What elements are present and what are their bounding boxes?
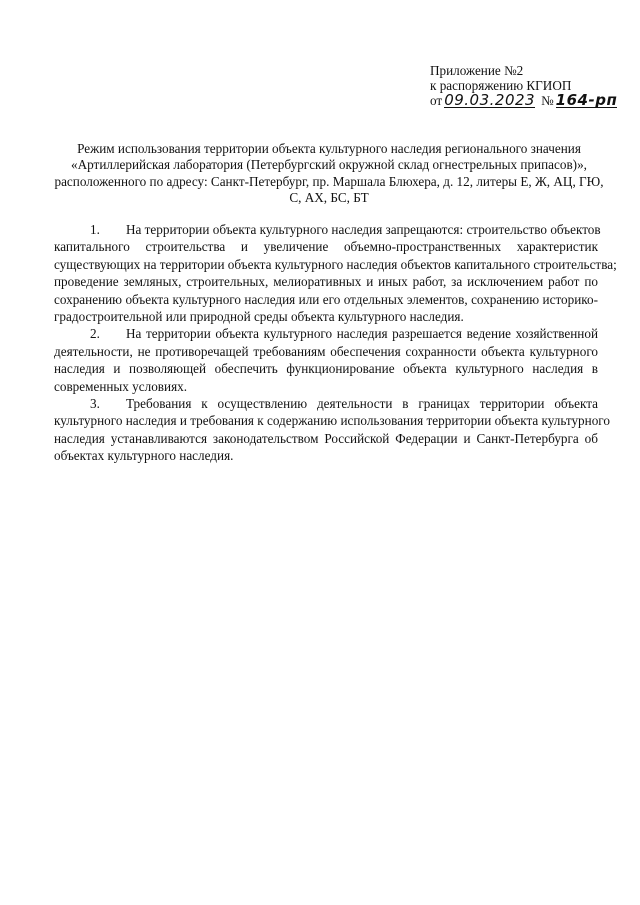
document-body xyxy=(54,221,617,464)
paragraph-line: наследия и позволяющей обеспечить функционирование объекта культурного наследия в xyxy=(54,361,598,377)
paragraph-line: капитального строительства и увеличение объемно-пространственных характеристик xyxy=(54,239,598,255)
paragraph-line: наследия устанавливаются законодательством Российской Федерации и Санкт-Петербурга об xyxy=(54,430,598,446)
appendix-header xyxy=(430,63,630,108)
paragraph-line: объектах культурного наследия. xyxy=(54,448,234,464)
title-line: С, АХ, БС, БТ xyxy=(289,189,369,205)
appendix-date-number-line xyxy=(430,93,630,108)
handwritten-number: 164-рп xyxy=(555,91,618,109)
paragraph-line: современных условиях. xyxy=(54,378,188,394)
document-title xyxy=(54,141,604,206)
from-prefix: от xyxy=(430,93,443,108)
title-line: Режим использования территории объекта культурного наследия регионального значения xyxy=(77,141,581,156)
appendix-label: Приложение №2 xyxy=(430,63,524,78)
title-line: «Артиллерийская лаборатория (Петербургский окружной склад огнестрельных припасов)», xyxy=(71,157,587,173)
paragraph-line: деятельности, не противоречащей требованиям обеспечения сохранности объекта культурного xyxy=(54,343,598,359)
paragraph-line: 1. На территории объекта культурного наследия запрещаются: строительство объектов xyxy=(90,222,601,237)
paragraph-1 xyxy=(54,221,617,325)
paragraph-line: существующих на территории объекта культурного наследия объектов капитального строительства; xyxy=(54,256,617,272)
paragraph-line: проведение земляных, строительных, мелиоративных и иных работ, за исключением работ по xyxy=(54,274,598,290)
paragraph-number: 3. xyxy=(90,395,100,411)
paragraph-3 xyxy=(54,395,610,465)
appendix-order-ref: к распоряжению КГИОП xyxy=(430,78,572,93)
paragraph-line: 2. На территории объекта культурного наследия разрешается ведение хозяйственной xyxy=(90,326,598,342)
paragraph-number: 2. xyxy=(90,326,100,342)
paragraph-line: культурного наследия и требования к содержанию использования территории объекта культурного xyxy=(54,413,610,429)
handwritten-date: 09.03.2023 xyxy=(444,91,536,109)
paragraph-number: 1. xyxy=(90,222,100,237)
paragraph-line: сохранению объекта культурного наследия или его отдельных элементов, сохранению историко- xyxy=(54,291,598,307)
title-line: расположенного по адресу: Санкт-Петербург, пр. Маршала Блюхера, д. 12, литеры Е, Ж, АЦ, ГЮ, xyxy=(54,173,604,189)
paragraph-line: 3. Требования к осуществлению деятельности в границах территории объекта xyxy=(90,395,598,411)
paragraph-line: градостроительной или природной среды объекта культурного наследия. xyxy=(54,308,464,324)
number-prefix: № xyxy=(541,93,554,108)
paragraph-2 xyxy=(54,325,598,395)
